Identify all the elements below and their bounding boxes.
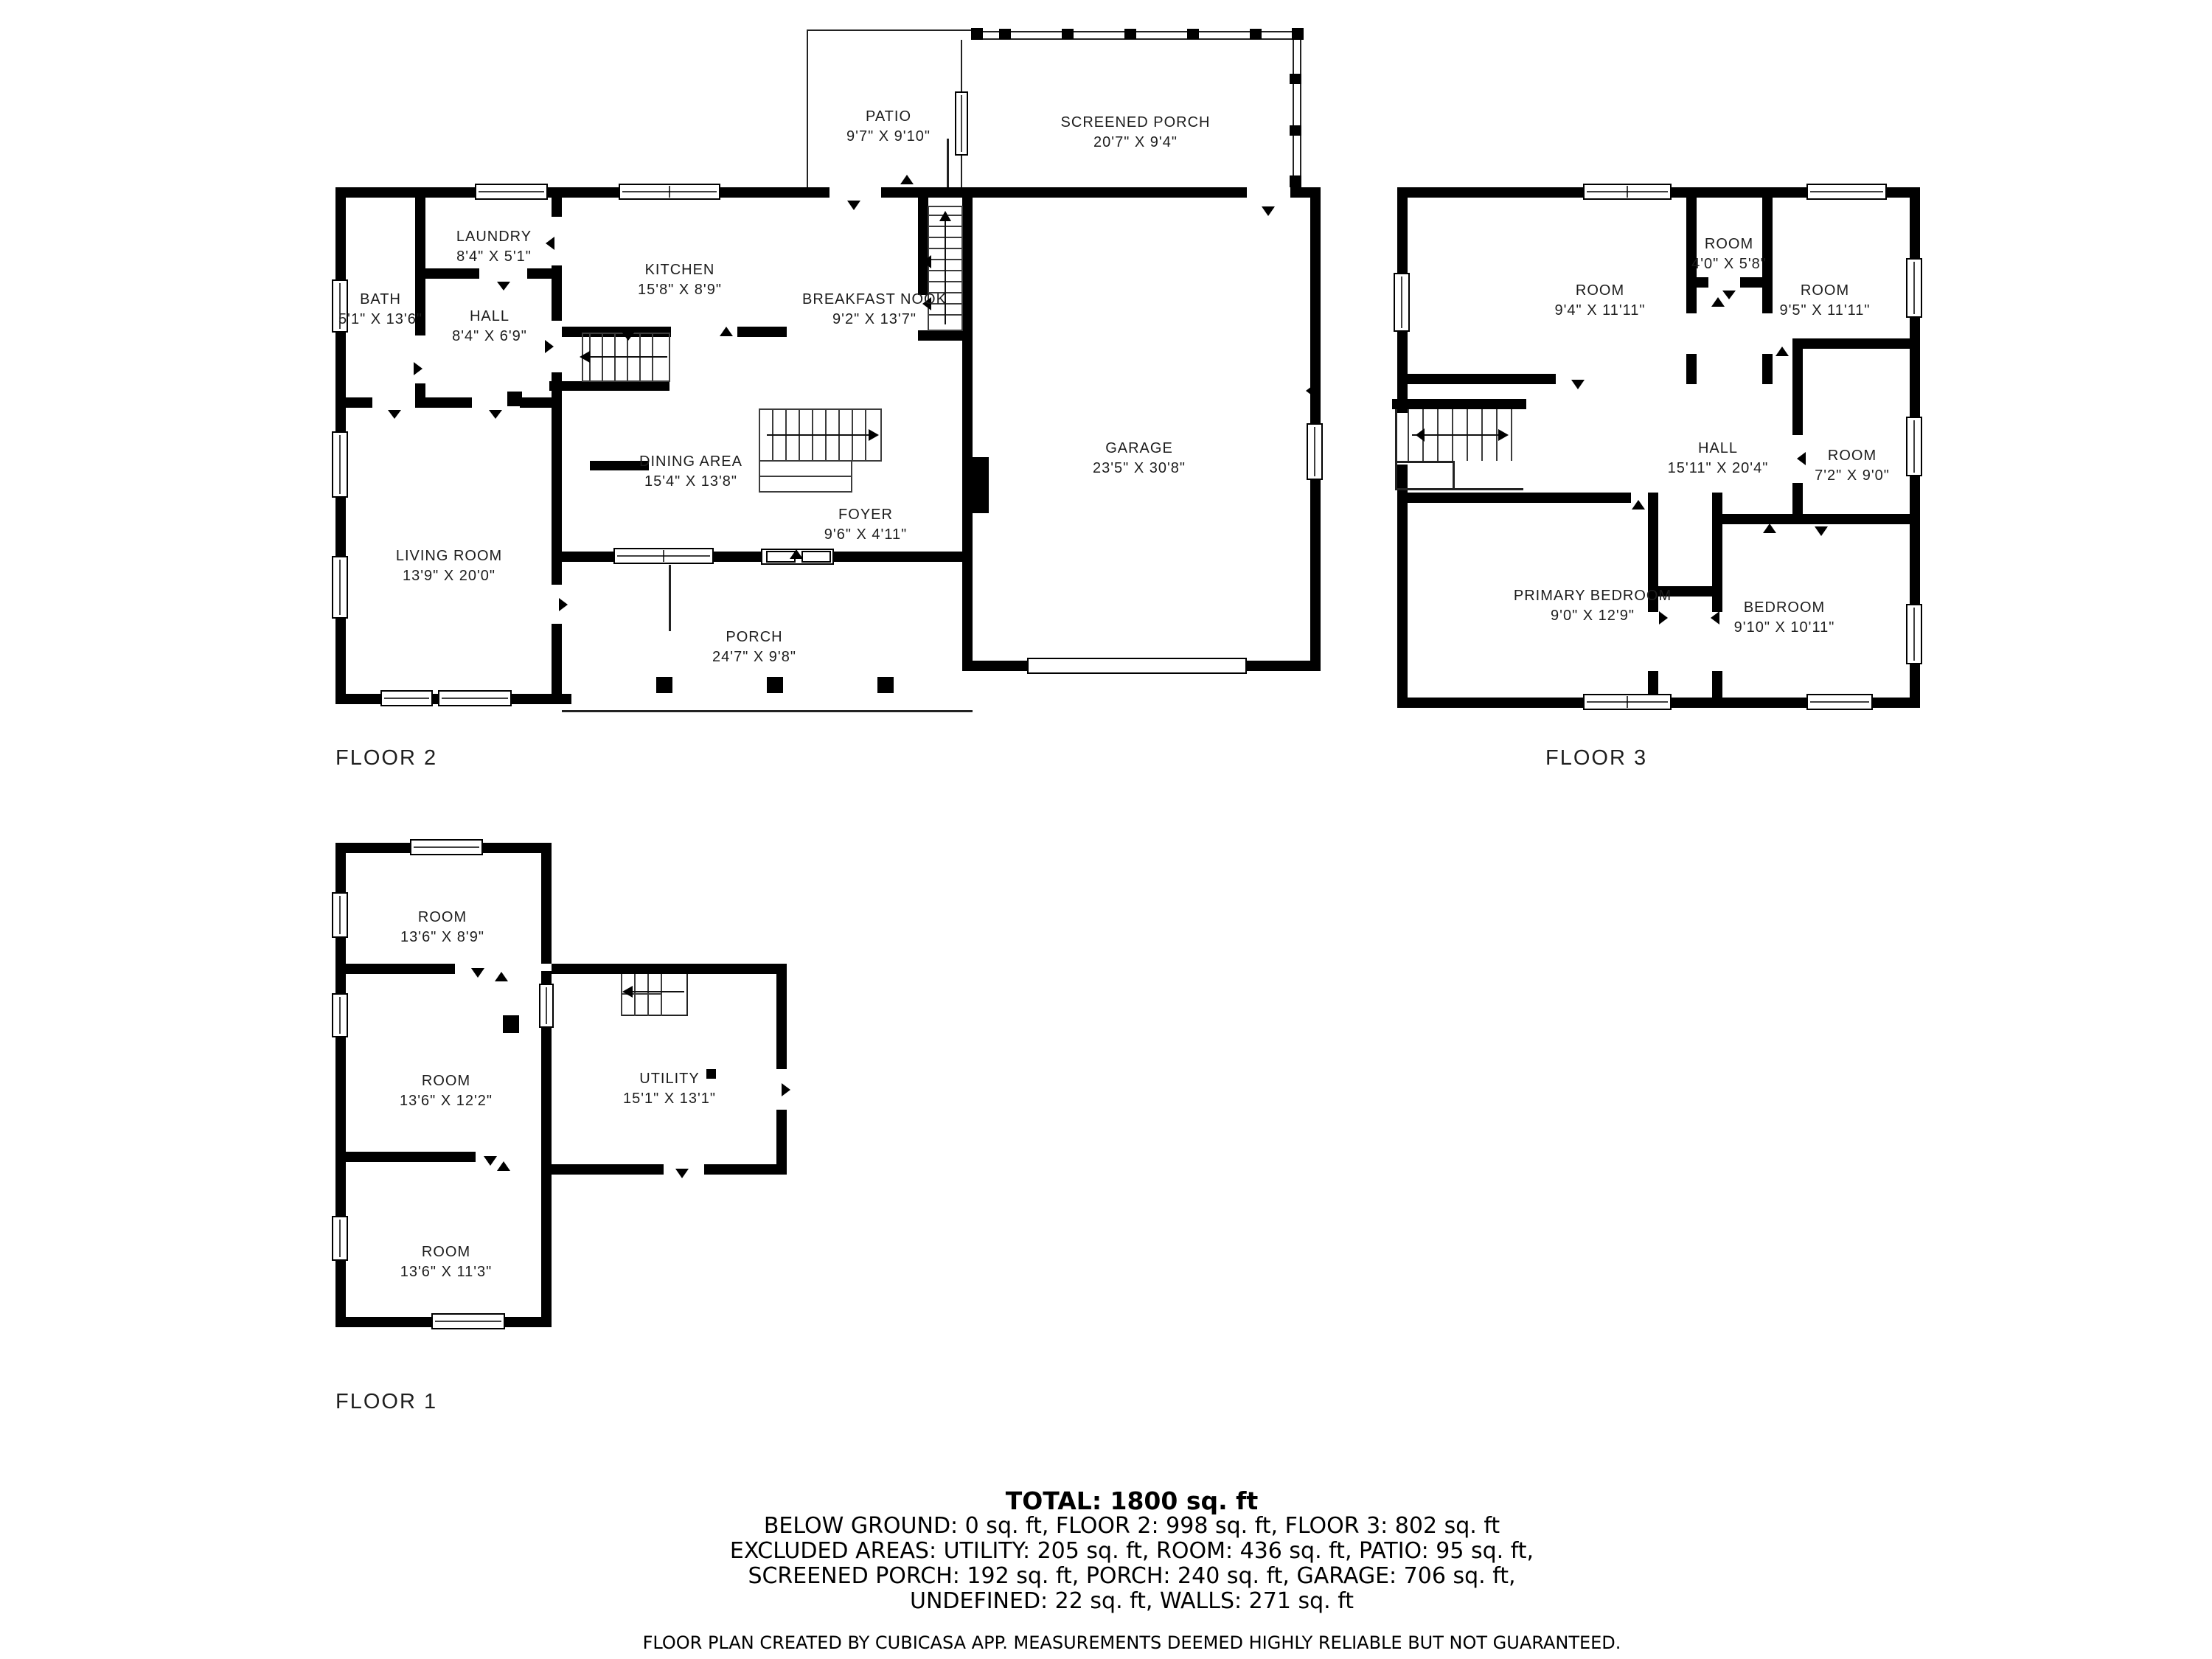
total-area: TOTAL: 1800 sq. ft xyxy=(1005,1486,1259,1515)
room-dims: 4'0" X 5'8" xyxy=(1691,256,1767,272)
room-dims: 9'2" X 13'7" xyxy=(832,311,917,327)
room-name: ROOM xyxy=(1575,282,1625,299)
room-dims: 9'4" X 11'11" xyxy=(1554,302,1646,319)
room-dims: 9'5" X 11'11" xyxy=(1779,302,1871,319)
room-label-bath xyxy=(338,290,422,330)
room-name: ROOM xyxy=(1800,282,1850,299)
room-name: UTILITY xyxy=(639,1071,700,1087)
room-name: ROOM xyxy=(1827,448,1877,464)
summary-line-4: UNDEFINED: 22 sq. ft, WALLS: 271 sq. ft xyxy=(909,1588,1354,1614)
room-label-kitchen xyxy=(638,260,722,300)
room-label-laundry xyxy=(456,227,532,267)
room-name: ROOM xyxy=(417,909,467,925)
room-dims: 15'8" X 8'9" xyxy=(638,282,722,298)
room-label-porch xyxy=(712,627,796,667)
room-label-bedroom xyxy=(1734,598,1835,638)
room-dims: 15'4" X 13'8" xyxy=(644,473,738,490)
room-dims: 13'6" X 8'9" xyxy=(400,929,484,945)
room-dims: 20'7" X 9'4" xyxy=(1093,134,1178,150)
room-label-room-left xyxy=(1554,281,1645,321)
room-name: LAUNDRY xyxy=(456,229,532,245)
room-label-garage xyxy=(1093,439,1186,479)
floor2-stairs xyxy=(580,206,962,492)
room-name: ROOM xyxy=(421,1073,471,1089)
summary-line-2: EXCLUDED AREAS: UTILITY: 205 sq. ft, ROOM: 436 sq. ft, PATIO: 95 sq. ft, xyxy=(729,1538,1534,1564)
room-name: PORCH xyxy=(726,629,783,645)
summary-line-1: BELOW GROUND: 0 sq. ft, FLOOR 2: 998 sq. ft, FLOOR 3: 802 sq. ft xyxy=(763,1513,1500,1539)
room-name: DINING AREA xyxy=(639,453,742,470)
floor1-caption: FLOOR 1 xyxy=(335,1390,438,1413)
room-label-room-7x9 xyxy=(1815,446,1890,486)
room-dims: 9'7" X 9'10" xyxy=(846,128,931,145)
room-label-hall-f3 xyxy=(1668,439,1769,479)
room-dims: 8'4" X 5'1" xyxy=(456,248,532,265)
room-name: PRIMARY BEDROOM xyxy=(1513,588,1672,604)
room-name: BREAKFAST NOOK xyxy=(802,291,947,307)
floor3-stairs xyxy=(1395,409,1523,490)
room-dims: 7'2" X 9'0" xyxy=(1815,467,1890,484)
room-label-room-top xyxy=(400,908,484,947)
floor2-caption: FLOOR 2 xyxy=(335,746,438,770)
room-name: KITCHEN xyxy=(644,262,715,278)
room-label-hall-f2 xyxy=(452,307,527,347)
room-label-utility xyxy=(623,1069,716,1109)
room-dims: 13'6" X 11'3" xyxy=(400,1264,493,1280)
room-name: HALL xyxy=(469,308,510,324)
room-name: LIVING ROOM xyxy=(395,548,503,564)
room-label-breakfast-nook xyxy=(802,290,947,330)
floor2-windows xyxy=(333,92,1322,706)
room-label-living-room xyxy=(396,546,502,586)
room-dims: 9'0" X 12'9" xyxy=(1551,608,1635,624)
room-name: HALL xyxy=(1697,440,1739,456)
room-dims: 9'6" X 4'11" xyxy=(824,526,908,543)
room-name: PATIO xyxy=(865,108,912,125)
area-summary xyxy=(468,1488,1795,1614)
room-dims: 13'6" X 12'2" xyxy=(399,1093,493,1109)
disclaimer: FLOOR PLAN CREATED BY CUBICASA APP. MEASUREMENTS DEEMED HIGHLY RELIABLE BUT NOT GUARANTEED. xyxy=(642,1632,1621,1653)
floor3-caption: FLOOR 3 xyxy=(1545,746,1648,770)
room-dims: 15'11" X 20'4" xyxy=(1667,460,1769,476)
room-label-screened-porch xyxy=(1061,113,1211,153)
room-label-room-mid xyxy=(400,1071,493,1111)
room-dims: 24'7" X 9'8" xyxy=(712,649,796,665)
room-dims: 8'4" X 6'9" xyxy=(452,328,527,344)
room-dims: 23'5" X 30'8" xyxy=(1092,460,1186,476)
room-name: FOYER xyxy=(838,507,893,523)
room-label-primary-bedroom xyxy=(1514,586,1672,626)
room-name: BEDROOM xyxy=(1743,599,1826,616)
room-name: ROOM xyxy=(421,1244,471,1260)
room-name: BATH xyxy=(360,291,401,307)
room-dims: 15'1" X 13'1" xyxy=(622,1091,717,1107)
room-label-foyer xyxy=(824,505,907,545)
room-dims: 13'9" X 20'0" xyxy=(402,568,496,584)
room-label-dining-area xyxy=(639,452,742,492)
room-name: SCREENED PORCH xyxy=(1060,114,1211,131)
room-name: GARAGE xyxy=(1105,440,1173,456)
room-name: ROOM xyxy=(1704,236,1754,252)
floor1-stairs xyxy=(622,974,688,1016)
room-dims: 5'1" X 13'6" xyxy=(338,311,422,327)
room-label-patio xyxy=(846,107,931,147)
room-dims: 9'10" X 10'11" xyxy=(1733,619,1835,636)
room-label-room-small xyxy=(1691,234,1767,274)
summary-line-3: SCREENED PORCH: 192 sq. ft, PORCH: 240 sq. ft, GARAGE: 706 sq. ft, xyxy=(748,1563,1516,1589)
room-label-room-right xyxy=(1779,281,1870,321)
room-label-room-bottom xyxy=(400,1242,493,1282)
